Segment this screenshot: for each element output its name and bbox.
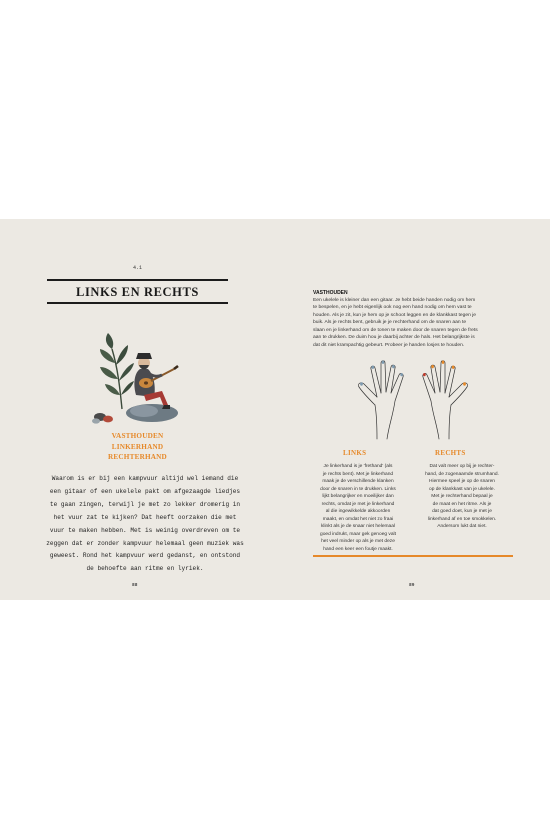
text-line: linkerhand af en toe smokkelen. xyxy=(427,516,497,522)
title-rule-top xyxy=(47,279,228,281)
text-line: Andersom lukt dat niet. xyxy=(437,524,487,530)
topic-heading: LINKERHAND xyxy=(111,442,164,451)
chapter-title: LINKS EN RECHTS xyxy=(76,285,199,299)
section-heading: VASTHOUDEN xyxy=(313,290,348,296)
text-line: klinkt als je de snaar niet helemaal xyxy=(320,524,396,530)
rechts-heading: RECHTS xyxy=(435,449,466,457)
text-line: Een ukelele is kleiner dan een gitaar. Je hebt beide handen nodig om hem xyxy=(313,298,476,303)
text-line: een gitaar of een ukelele pakt om afgezaagde liedjes xyxy=(49,487,241,495)
text-line: je rechts bent). Met je linkerhand xyxy=(322,471,394,477)
intro-paragraph xyxy=(313,297,513,349)
text-line: slaan en je linkerhand om de tonen te maken door de snaren tegen de frets xyxy=(313,327,478,333)
ukulele-player-illustration xyxy=(88,329,188,425)
text-line: dat goed doet, kun je met je xyxy=(432,509,492,515)
text-line: al die ingewikkelde akkoorden xyxy=(325,509,391,515)
chapter-number: 4.1 xyxy=(132,265,142,271)
text-line: aan te drukken. De duim hou je daarbij achter de hals. Het belangrijkste is xyxy=(313,335,475,341)
book-spread xyxy=(0,219,550,600)
intro-text xyxy=(44,473,246,576)
text-line: Je linkerhand is je 'frethand' (als xyxy=(323,464,393,469)
topic-headings xyxy=(0,431,275,463)
rechts-text xyxy=(415,463,509,531)
topic-heading: RECHTERHAND xyxy=(108,453,167,461)
text-line: goed indrukt, maar gek genoeg valt xyxy=(320,531,396,537)
text-line: buik. Als je rechts bent, gebruik je je rechterhand om de snaren aan te xyxy=(313,320,467,326)
links-heading: LINKS xyxy=(343,449,367,457)
text-line: maakt, en omdat het niet zo fraai xyxy=(322,516,394,522)
text-line: lijkt belangrijker en moeilijker dan xyxy=(322,494,394,500)
text-line: op de klankkast van je ukelele. xyxy=(429,486,495,492)
text-line: maak je de verschillende klanken xyxy=(322,479,394,485)
text-line: hand een keer een foutje maakt. xyxy=(323,547,393,553)
text-line: de behoefte aan ritme en lyriek. xyxy=(86,565,204,573)
text-line: Met je rechterhand bepaal je xyxy=(431,494,493,500)
text-line: dat dit niet krampachtig gebeurt. Probeer je handen losjes te houden. xyxy=(313,342,465,348)
hands-illustration xyxy=(353,359,473,441)
text-line: hand, de zogenaamde strumhand. xyxy=(425,471,499,477)
text-line: het vuur zat te kijken? Dat heeft oorzaken die met xyxy=(53,513,237,521)
text-line: Waarom is er bij een kampvuur altijd wel iemand die xyxy=(51,475,239,482)
text-line: vuur te maken hebben. Met is weinig overdreven om te xyxy=(49,526,241,534)
links-text xyxy=(311,463,405,554)
text-line: Hiermee speel je op de snaren xyxy=(429,479,495,485)
text-line: geweest. Rond het kampvuur werd gedanst, en ontstond xyxy=(49,552,241,560)
text-line: het veel minder op als je met deze xyxy=(321,539,395,545)
left-page xyxy=(0,219,275,600)
text-line: rechts, omdat je met je linkerhand xyxy=(321,501,395,507)
text-line: te gaan zingen, terwijl je met zo lekker dromerig in xyxy=(49,500,241,508)
right-page xyxy=(275,219,550,600)
text-line: de maat en het ritme. Als je xyxy=(432,501,492,507)
page-number-left: 88 xyxy=(132,583,138,588)
page-number-right: 89 xyxy=(409,583,415,588)
text-line: te bespelen, en je hebt eigenlijk ook nog een hand nodig om hem vast te xyxy=(313,305,472,311)
topic-heading: VASTHOUDEN xyxy=(111,432,164,440)
text-line: door de snaren in te drukken. Links xyxy=(320,486,396,492)
text-line: Dat valt meer op bij je rechter- xyxy=(429,464,495,469)
title-rule-bottom xyxy=(47,302,228,304)
text-line: houden. Als je zit, kun je hem op je schoot leggen en de klankkast tegen je xyxy=(313,312,477,318)
text-line: zeggen dat er zonder kampvuur helemaal geen muziek was xyxy=(46,539,244,547)
orange-divider xyxy=(313,555,513,557)
